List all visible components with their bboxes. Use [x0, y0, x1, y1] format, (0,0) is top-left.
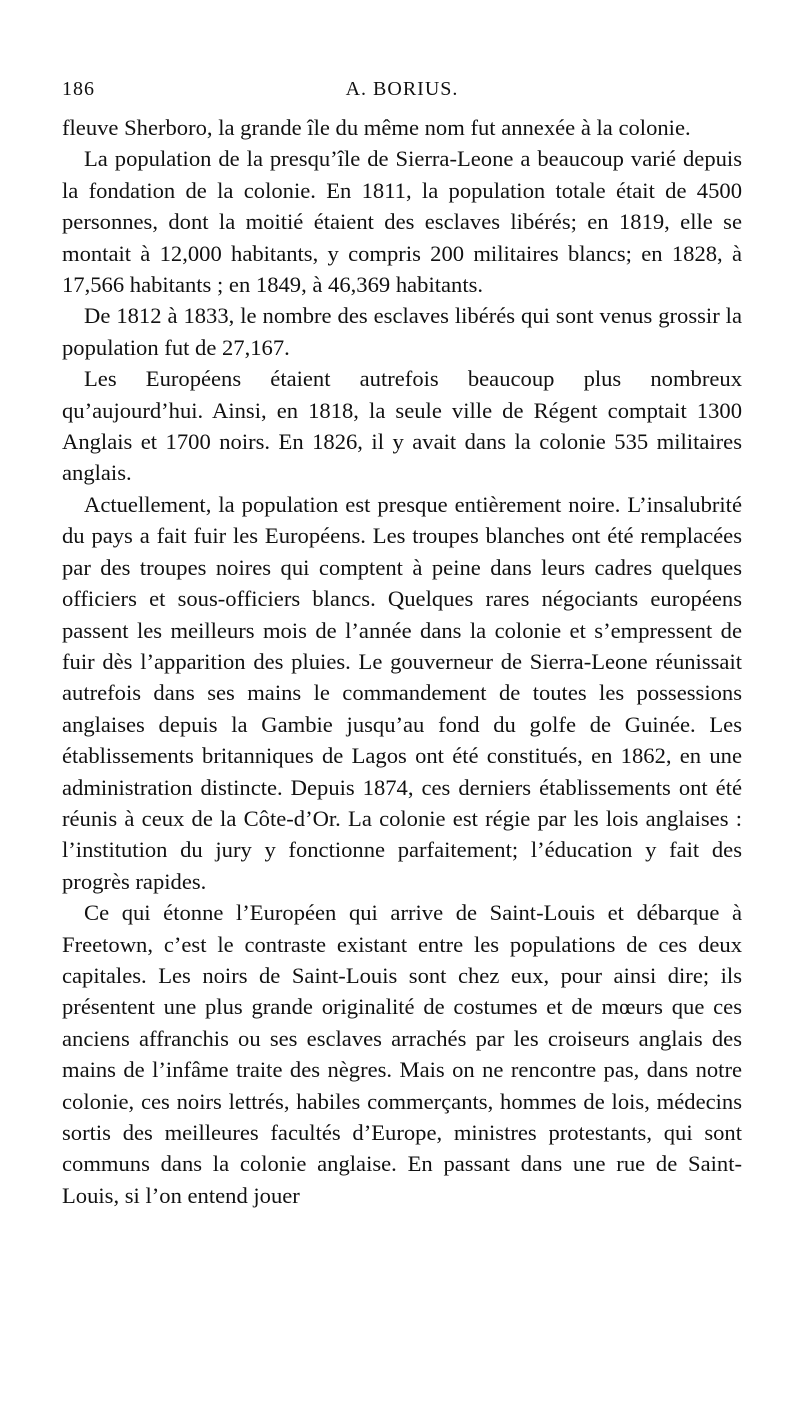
page-number: 186	[62, 78, 95, 100]
paragraph-current-situation: Actuellement, la population est presque entièrement noire. L’insalubrité du pays a fait fuir les Européens. Les troupes blanches ont été remplacées par des troupes noires qui comptent à peine dans leurs cadres quelques officiers et sous-officiers blancs. Quelques rares négociants européens passent les meilleurs mois de l’année dans la colonie et s’empressent de fuir dès l’apparition des pluies. Le gouverneur de Sierra-Leone réunissait autrefois dans ses mains le commandement de toutes les possessions anglaises depuis la Gambie jusqu’au fond du golfe de Guinée. Les établissements britanniques de Lagos ont été constitués, en 1862, en une administration distincte. Depuis 1874, ces derniers établissements ont été réunis à ceux de la Côte-d’Or. La colonie est régie par les lois anglaises : l’institution du jury y fonctionne parfaitement; l’éducation y fait des progrès rapides.	[62, 491, 742, 894]
page-header	[62, 78, 742, 112]
paragraph-contrast: Ce qui étonne l’Européen qui arrive de Saint-Louis et débarque à Freetown, c’est le contraste existant entre les populations de ces deux capitales. Les noirs de Saint-Louis sont chez eux, pour ainsi dire; ils présentent une plus grande originalité de costumes et de mœurs que ces anciens affranchis ou ses esclaves arrachés par les croiseurs anglais des mains de l’infâme traite des nègres. Mais on ne rencontre pas, dans notre colonie, ces noirs lettrés, habiles commerçants, hommes de lois, médecins sortis des meilleures facultés d’Europe, ministres protestants, qui sont communs dans la colonie anglaise. En passant dans une rue de Saint-Louis, si l’on entend jouer	[62, 900, 742, 1208]
paragraph-population: La population de la presqu’île de Sierra-Leone a beaucoup varié depuis la fondation de la colonie. En 1811, la population totale était de 4500 personnes, dont la moitié étaient des esclaves libérés; en 1819, elle se montait à 12,000 habitants, y compris 200 militaires blancs; en 1828, à 17,566 habitants ; en 1849, à 46,369 habitants.	[62, 146, 742, 298]
book-page	[62, 78, 742, 1211]
running-head: A. BORIUS.	[345, 78, 459, 100]
paragraph-europeans: Les Européens étaient autrefois beaucoup plus nombreux qu’aujourd’hui. Ainsi, en 1818, la seule ville de Régent comptait 1300 Anglais et 1700 noirs. En 1826, il y avait dans la colonie 535 militaires anglais.	[62, 366, 742, 486]
paragraph-liberated-slaves: De 1812 à 1833, le nombre des esclaves libérés qui sont venus grossir la population fut de 27,167.	[62, 303, 742, 360]
body-text	[62, 112, 742, 1211]
paragraph-continued: fleuve Sherboro, la grande île du même nom fut annexée à la colonie.	[62, 115, 691, 140]
